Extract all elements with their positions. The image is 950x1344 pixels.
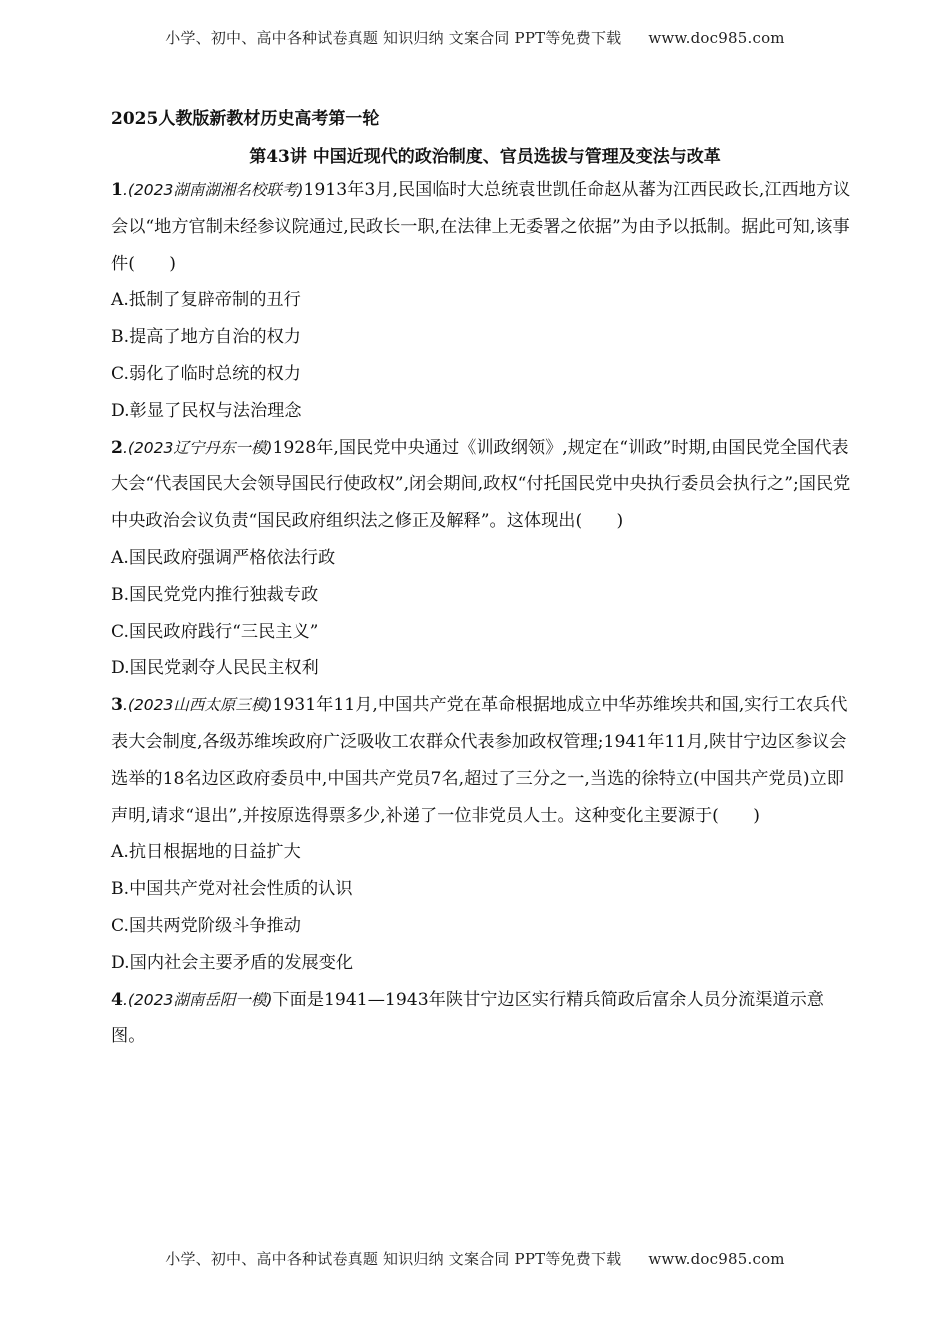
question-list	[111, 172, 851, 1055]
question-source: .(2023湖南岳阳一模)	[122, 990, 273, 1009]
question-4	[111, 982, 851, 1056]
option-a: A.抵制了复辟帝制的丑行	[111, 290, 301, 311]
question-stem: 下面是1941—1943年陕甘宁边区实行精兵简政后富余人员分流渠道示意图。	[111, 989, 824, 1047]
document-title: 2025人教版新教材历史高考第一轮	[111, 109, 380, 129]
option-a: A.国民政府强调严格依法行政	[111, 547, 336, 568]
question-source: .(2023湖南湖湘名校联考)	[122, 181, 304, 199]
option-d: D.彰显了民权与法治理念	[111, 400, 302, 421]
footer-text: 小学、初中、高中各种试卷真题 知识归纳 文案合同 PPT等免费下载	[165, 1250, 622, 1268]
option-c: C.国民政府践行“三民主义”	[111, 621, 319, 642]
question-stem: 1913年3月,民国临时大总统袁世凯任命赵从蕃为江西民政长,江西地方议会以“地方官制未经参议院通过,民政长一职,在法律上无委署之依据”为由予以抵制。据此可知,该事件( )	[111, 180, 851, 274]
question-source: .(2023山西太原三模)	[122, 696, 273, 715]
question-2	[111, 430, 851, 688]
question-number: 4	[111, 989, 123, 1010]
option-c: C.国共两党阶级斗争推动	[111, 915, 301, 936]
option-list	[111, 540, 851, 687]
question-number: 3	[111, 695, 123, 716]
option-d: D.国内社会主要矛盾的发展变化	[111, 952, 354, 973]
header-site-link[interactable]: www.doc985.com	[648, 29, 785, 47]
option-b: B.中国共产党对社会性质的认识	[111, 879, 353, 900]
option-d: D.国民党剥夺人民民主权利	[111, 658, 319, 679]
page-footer	[0, 1248, 950, 1269]
option-b: B.国民党党内推行独裁专政	[111, 584, 319, 605]
question-3	[111, 687, 851, 981]
lesson-title: 第43讲 中国近现代的政治制度、官员选拔与管理及变法与改革	[249, 147, 721, 167]
question-stem: 1928年,国民党中央通过《训政纲领》,规定在“训政”时期,由国民党全国代表大会“代表国民大会领导国民行使政权”,闭会期间,政权“付托国民党中央执行委员会执行之”;国民党中央政治会议负责“国民政府组织法之修正及解释”。这体现出( )	[111, 437, 851, 532]
question-number: 2	[111, 437, 123, 458]
option-a: A.抗日根据地的日益扩大	[111, 842, 301, 863]
page-header	[0, 27, 950, 48]
option-b: B.提高了地方自治的权力	[111, 327, 301, 348]
question-1	[111, 172, 851, 430]
header-text: 小学、初中、高中各种试卷真题 知识归纳 文案合同 PPT等免费下载	[165, 29, 622, 47]
question-source: .(2023辽宁丹东一模)	[122, 438, 273, 457]
option-list	[111, 834, 851, 981]
question-number: 1	[111, 180, 123, 200]
footer-site-link[interactable]: www.doc985.com	[648, 1250, 785, 1268]
option-list	[111, 282, 851, 429]
option-c: C.弱化了临时总统的权力	[111, 363, 301, 384]
question-stem: 1931年11月,中国共产党在革命根据地成立中华苏维埃共和国,实行工农兵代表大会制度,各级苏维埃政府广泛吸收工农群众代表参加政权管理;1941年11月,陕甘宁边区参议会选举的18名边区政府委员中,中国共产党员7名,超过了三分之一,当选的徐特立(中国共产党员)立即声明,请求“退出”,并按原选得票多少,补递了一位非党员人士。这种变化主要源于( )	[111, 695, 848, 826]
